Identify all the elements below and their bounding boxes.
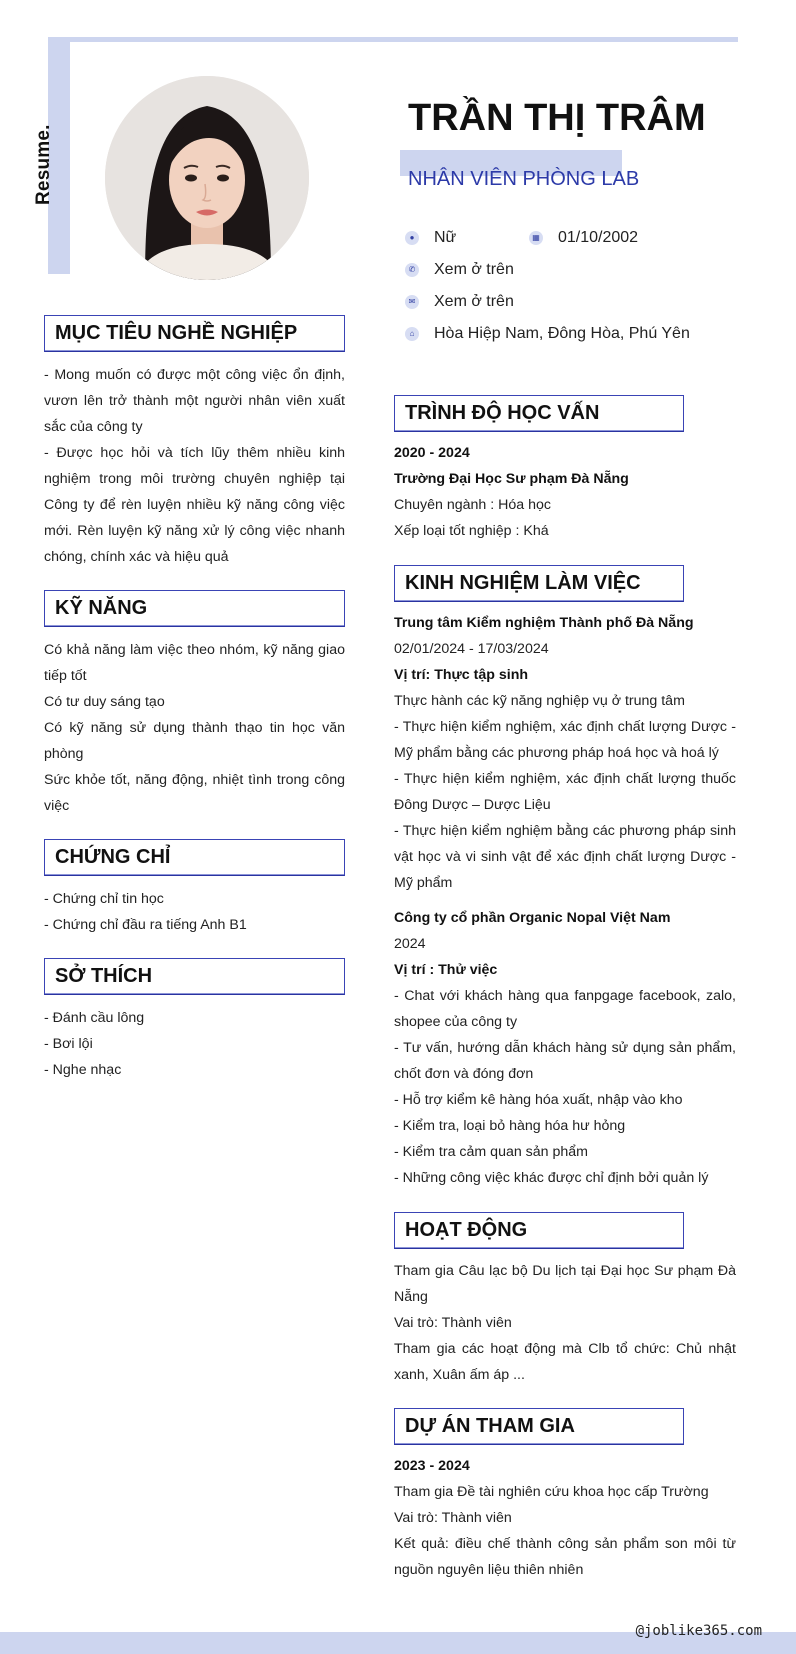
- education-text: [394, 440, 736, 544]
- certificates-text: [44, 886, 345, 938]
- job-company: Công ty cổ phần Organic Nopal Việt Nam: [394, 910, 671, 926]
- job-position: Vị trí: Thực tập sinh: [394, 667, 529, 683]
- profile-photo: [105, 76, 309, 280]
- job-line: - Thực hiện kiểm nghiệm, xác định chất lượng Dược - Mỹ phẩm bằng các phương pháp hoá học và hoá lý: [394, 719, 736, 761]
- calendar-icon: ▦: [529, 231, 543, 245]
- activity-line: Tham gia Câu lạc bộ Du lịch tại Đại học Sư phạm Đà Nẵng: [394, 1263, 736, 1305]
- phone-row: [405, 261, 514, 279]
- skill-line: Sức khỏe tốt, năng động, nhiệt tình trong công việc: [44, 772, 345, 814]
- activities-text: [394, 1258, 736, 1388]
- activity-line: Tham gia các hoạt động mà Clb tổ chức: Chủ nhật xanh, Xuân ấm áp ...: [394, 1341, 736, 1383]
- experience-heading: KINH NGHIỆM LÀM VIỆC: [394, 565, 684, 602]
- skill-line: Có kỹ năng sử dụng thành thạo tin học văn phòng: [44, 720, 345, 762]
- watermark: @joblike365.com: [635, 1623, 762, 1639]
- skills-text: [44, 637, 345, 819]
- email-row: [405, 293, 514, 311]
- education-heading: TRÌNH ĐỘ HỌC VẤN: [394, 395, 684, 432]
- job-line: - Kiểm tra cảm quan sản phẩm: [394, 1144, 588, 1160]
- email-value: Xem ở trên: [434, 293, 514, 310]
- hobby-line: - Đánh cầu lông: [44, 1010, 145, 1026]
- objective-text: [44, 362, 345, 570]
- email-icon: ✉: [405, 295, 419, 309]
- education-major: Chuyên ngành : Hóa học: [394, 497, 551, 513]
- job-line: - Thực hiện kiểm nghiệm bằng các phương pháp sinh vật học và vi sinh vật để xác định chất lượng Dược - Mỹ phẩm: [394, 823, 736, 891]
- experience-job-2: [394, 905, 736, 1191]
- hobby-line: - Bơi lội: [44, 1036, 93, 1052]
- person-icon: ●: [405, 231, 419, 245]
- resume-label: Resume.: [33, 124, 54, 205]
- skill-line: Có khả năng làm việc theo nhóm, kỹ năng giao tiếp tốt: [44, 642, 345, 684]
- candidate-name: TRẦN THỊ TRÂM: [408, 97, 706, 139]
- job-line: - Kiểm tra, loại bỏ hàng hóa hư hỏng: [394, 1118, 626, 1134]
- job-period: 02/01/2024 - 17/03/2024: [394, 641, 549, 657]
- certificate-line: - Chứng chỉ tin học: [44, 891, 164, 907]
- projects-heading: DỰ ÁN THAM GIA: [394, 1408, 684, 1445]
- education-period: 2020 - 2024: [394, 445, 470, 461]
- certificate-line: - Chứng chỉ đầu ra tiếng Anh B1: [44, 917, 247, 933]
- address-value: Hòa Hiệp Nam, Đông Hòa, Phú Yên: [434, 325, 690, 342]
- job-line: - Hỗ trợ kiểm kê hàng hóa xuất, nhập vào kho: [394, 1092, 683, 1108]
- birthdate-value: 01/10/2002: [558, 229, 639, 246]
- top-decor-line: [48, 37, 738, 42]
- gender-value: Nữ: [434, 229, 457, 246]
- education-school: Trường Đại Học Sư phạm Đà Nẵng: [394, 471, 629, 487]
- gender-row: [405, 229, 456, 247]
- phone-icon: ✆: [405, 263, 419, 277]
- job-line: Thực hành các kỹ năng nghiệp vụ ở trung tâm: [394, 693, 685, 709]
- objective-line: - Được học hỏi và tích lũy thêm nhiều kinh nghiệm trong môi trường chuyên nghiệp tại Công ty để rèn luyện nhiều kỹ năng công việc mới. Rèn luyện kỹ năng xử lý công việc nhanh chóng, chính xác và hiệu quả: [44, 445, 345, 565]
- education-grade: Xếp loại tốt nghiệp : Khá: [394, 523, 549, 539]
- certificates-heading: CHỨNG CHỈ: [44, 839, 345, 876]
- job-line: - Tư vấn, hướng dẫn khách hàng sử dụng sản phẩm, chốt đơn và đóng đơn: [394, 1040, 736, 1082]
- home-icon: ⌂: [405, 327, 419, 341]
- job-line: - Chat với khách hàng qua fanpgage facebook, zalo, shopee của công ty: [394, 988, 736, 1030]
- projects-text: [394, 1453, 736, 1583]
- job-title: NHÂN VIÊN PHÒNG LAB: [408, 168, 640, 190]
- birthdate-row: [529, 229, 638, 247]
- job-position: Vị trí : Thử việc: [394, 962, 498, 978]
- job-company: Trung tâm Kiểm nghiệm Thành phố Đà Nẵng: [394, 615, 694, 631]
- job-line: - Những công việc khác được chỉ định bởi quản lý: [394, 1170, 709, 1186]
- skills-heading: KỸ NĂNG: [44, 590, 345, 627]
- project-period: 2023 - 2024: [394, 1458, 470, 1474]
- address-row: [405, 325, 690, 343]
- activities-heading: HOẠT ĐỘNG: [394, 1212, 684, 1249]
- objective-line: - Mong muốn có được một công việc ổn định, vươn lên trở thành một người nhân viên xuất sắc của công ty: [44, 367, 345, 435]
- skill-line: Có tư duy sáng tạo: [44, 694, 165, 710]
- project-line: Kết quả: điều chế thành công sản phẩm son môi từ nguồn nguyên liệu thiên nhiên: [394, 1536, 736, 1578]
- project-line: Tham gia Đề tài nghiên cứu khoa học cấp Trường: [394, 1484, 709, 1500]
- job-period: 2024: [394, 936, 426, 952]
- project-line: Vai trò: Thành viên: [394, 1510, 512, 1526]
- experience-job-1: [394, 610, 736, 896]
- phone-value: Xem ở trên: [434, 261, 514, 278]
- hobbies-text: [44, 1005, 345, 1083]
- activity-line: Vai trò: Thành viên: [394, 1315, 512, 1331]
- hobby-line: - Nghe nhạc: [44, 1062, 122, 1078]
- hobbies-heading: SỞ THÍCH: [44, 958, 345, 995]
- objective-heading: MỤC TIÊU NGHỀ NGHIỆP: [44, 315, 345, 352]
- job-line: - Thực hiện kiểm nghiệm, xác định chất lượng thuốc Đông Dược – Dược Liệu: [394, 771, 736, 813]
